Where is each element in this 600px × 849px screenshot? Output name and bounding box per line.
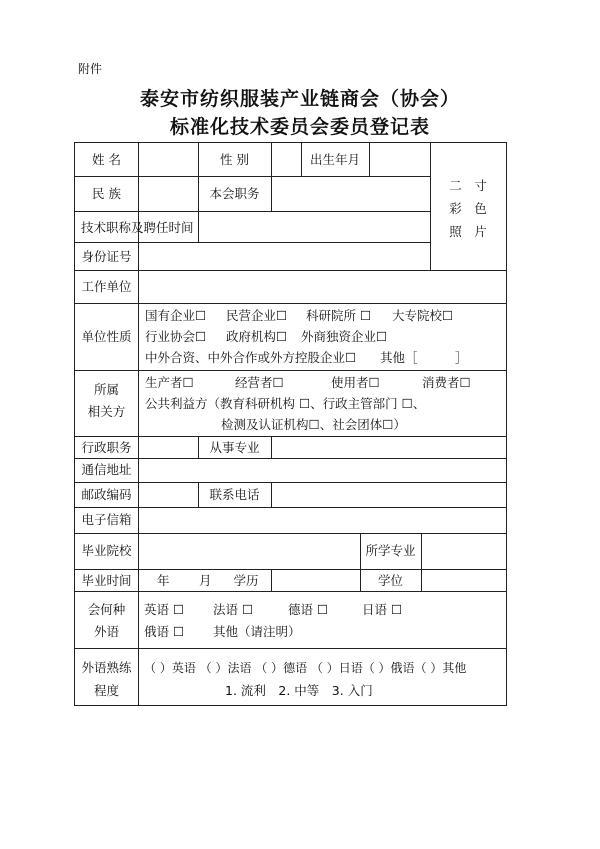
- row-divider: [75, 303, 506, 304]
- postcode-label: 邮政编码: [81, 487, 132, 502]
- related-option[interactable]: 生产者☐: [145, 375, 194, 390]
- language-option[interactable]: 日语 ☐: [362, 602, 403, 617]
- name-label: 姓 名: [92, 152, 121, 167]
- row-divider: [75, 533, 506, 534]
- photo-label-2: 彩 色: [449, 201, 487, 216]
- row-divider: [75, 569, 506, 570]
- id-number-label: 身份证号: [81, 249, 132, 264]
- related-public-interest-cont[interactable]: 检测及认证机构☐、社会团体☐）: [221, 417, 406, 432]
- row-divider: [75, 176, 430, 177]
- proficiency-label-2: 程度: [93, 683, 119, 698]
- language-option[interactable]: 英语 ☐: [144, 602, 185, 617]
- related-label-2: 相关方: [87, 404, 126, 419]
- column-divider: [271, 482, 272, 507]
- language-option[interactable]: 法语 ☐: [213, 602, 254, 617]
- related-public-interest[interactable]: 公共利益方（教育科研机构 ☐、行政主管部门 ☐、: [145, 396, 426, 411]
- column-divider: [271, 569, 272, 591]
- major-label: 从事专业: [209, 440, 260, 455]
- grad-time-label: 毕业时间: [81, 573, 132, 588]
- related-option[interactable]: 消费者☐: [422, 375, 471, 390]
- row-divider: [75, 507, 506, 508]
- row-divider: [75, 242, 430, 243]
- language-other[interactable]: 其他（请注明）: [213, 624, 301, 639]
- row-divider: [75, 482, 506, 483]
- email-label: 电子信箱: [81, 512, 132, 527]
- languages-label-1: 会何种: [87, 602, 126, 617]
- unit-type-option[interactable]: 外商独资企业☐: [301, 329, 388, 344]
- photo-label-1: 二 寸: [449, 178, 487, 193]
- grad-month-label: 月: [199, 573, 212, 588]
- languages-label-2: 外语: [93, 624, 119, 639]
- proficiency-levels: 1. 流利 2. 中等 3. 入门: [225, 683, 373, 698]
- row-divider: [75, 591, 506, 592]
- unit-type-option[interactable]: 科研院所 ☐: [306, 308, 372, 323]
- proficiency-languages[interactable]: （ ）英语 （ ）法语 （ ）德语 （ ）日语（ ）俄语（ ）其他: [144, 661, 467, 675]
- position-label: 本会职务: [209, 186, 260, 201]
- column-divider: [198, 211, 199, 242]
- unit-type-option[interactable]: 国有企业☐: [145, 308, 207, 323]
- address-label: 通信地址: [81, 462, 132, 477]
- column-divider: [369, 143, 370, 176]
- language-option[interactable]: 德语 ☐: [288, 602, 329, 617]
- form-title-line2: 标准化技术委员会委员登记表: [169, 116, 430, 138]
- school-label: 毕业院校: [81, 543, 132, 558]
- registration-form-table: [74, 142, 507, 706]
- column-divider: [271, 436, 272, 458]
- photo-label-3: 照 片: [449, 224, 487, 239]
- admin-duty-label: 行政职务: [81, 440, 132, 455]
- gender-label: 性 别: [220, 152, 249, 167]
- ethnicity-label: 民 族: [92, 186, 121, 201]
- unit-type-option[interactable]: 政府机构☐: [226, 329, 288, 344]
- form-title-line1: 泰安市纺织服装产业链商会（协会）: [139, 88, 460, 110]
- column-divider: [138, 242, 139, 705]
- unit-type-option[interactable]: 行业协会☐: [145, 329, 207, 344]
- row-divider: [75, 436, 506, 437]
- attachment-label: 附件: [78, 62, 103, 76]
- column-divider: [271, 143, 272, 211]
- related-option[interactable]: 经营者☐: [235, 375, 284, 390]
- workplace-label: 工作单位: [81, 279, 132, 294]
- proficiency-label-1: 外语熟练: [81, 660, 132, 675]
- unit-type-option[interactable]: 中外合资、中外合作或外方控股企业☐: [145, 350, 357, 365]
- row-divider: [75, 270, 506, 271]
- row-divider: [75, 370, 506, 371]
- education-label: 学历: [233, 573, 259, 588]
- related-option[interactable]: 使用者☐: [331, 375, 380, 390]
- column-divider: [421, 533, 422, 569]
- row-divider: [75, 458, 506, 459]
- unit-type-option[interactable]: 民营企业☐: [226, 308, 288, 323]
- phone-label: 联系电话: [209, 487, 260, 502]
- related-label-1: 所属: [93, 382, 119, 397]
- grad-year-label: 年: [157, 573, 170, 588]
- degree-label: 学位: [377, 573, 403, 588]
- unit-type-option[interactable]: 大专院校☐: [392, 308, 454, 323]
- study-major-label: 所学专业: [365, 543, 416, 558]
- language-option[interactable]: 俄语 ☐: [144, 624, 185, 639]
- unit-type-other[interactable]: 其他［ ］: [380, 350, 468, 365]
- unit-type-label: 单位性质: [81, 329, 132, 344]
- row-divider: [75, 211, 430, 212]
- column-divider: [421, 569, 422, 591]
- title-time-label: 技术职称及聘任时间: [81, 220, 194, 235]
- birth-label: 出生年月: [309, 152, 360, 167]
- row-divider: [75, 648, 506, 649]
